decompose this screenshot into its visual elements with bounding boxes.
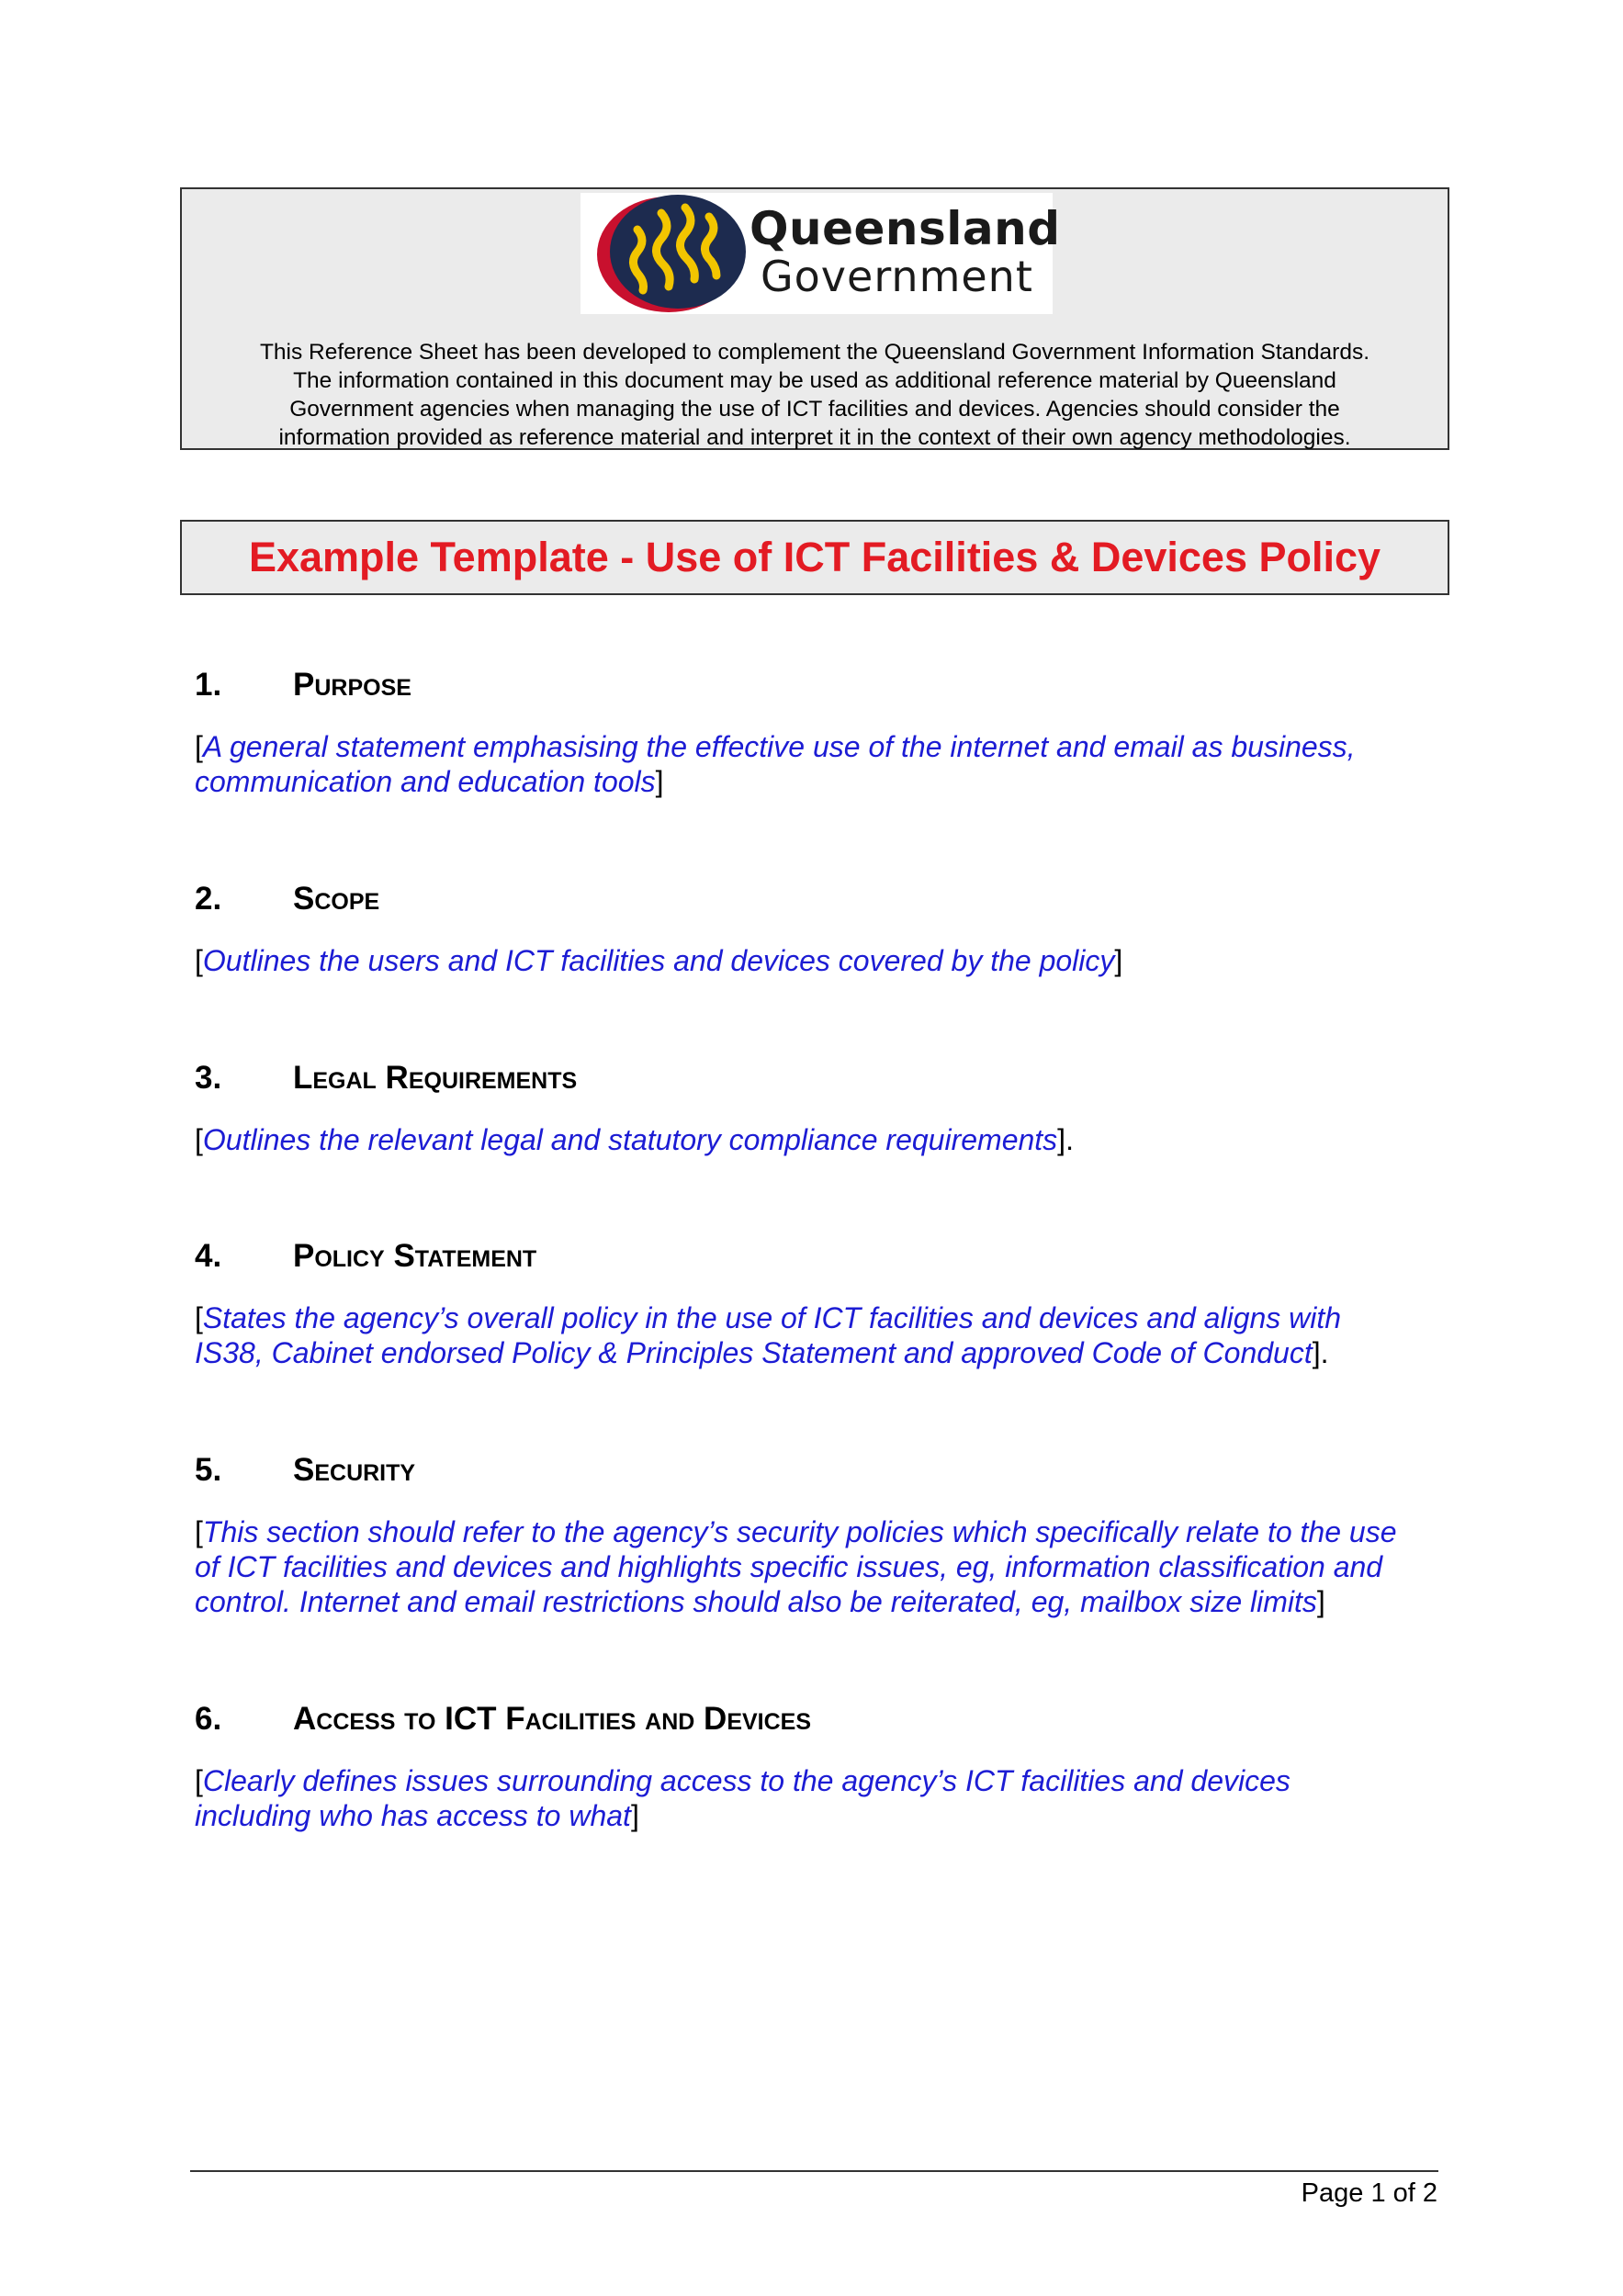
body-line xyxy=(195,1584,1453,1619)
section-heading xyxy=(195,1448,1453,1492)
body-line xyxy=(195,1335,1453,1370)
placeholder-text: of ICT facilities and devices and highlights specific issues, eg, information classification and xyxy=(195,1550,1383,1583)
placeholder-text: including who has access to what xyxy=(195,1799,631,1832)
bracket-open: [ xyxy=(195,1764,203,1797)
placeholder-text: Clearly defines issues surrounding access to the agency’s ICT facilities and devices xyxy=(202,1764,1291,1797)
section-body xyxy=(195,1122,1453,1157)
placeholder-text: States the agency’s overall policy in the use of ICT facilities and devices and aligns with xyxy=(202,1301,1342,1334)
section-access-to-ict-facilities xyxy=(195,1697,1453,1833)
intro-line: Government agencies when managing the use of ICT facilities and devices. Agencies should consider the xyxy=(289,397,1340,422)
placeholder-text: A general statement emphasising the effective use of the internet and email as business, xyxy=(202,730,1356,763)
body-line xyxy=(195,1122,1453,1157)
document-title: Example Template - Use of ICT Facilities & Devices Policy xyxy=(248,534,1381,580)
section-title: Access to ICT Facilities and Devices xyxy=(293,1701,812,1737)
body-line xyxy=(195,764,1453,799)
section-heading xyxy=(195,1234,1453,1278)
section-legal-requirements xyxy=(195,1056,1453,1157)
body-line xyxy=(195,1549,1453,1584)
placeholder-text: Outlines the users and ICT facilities and devices covered by the policy xyxy=(202,944,1115,977)
bracket-open: [ xyxy=(195,944,203,977)
placeholder-text: Outlines the relevant legal and statutory compliance requirements xyxy=(202,1123,1058,1156)
bracket-close: ]. xyxy=(1312,1336,1329,1369)
intro-paragraph xyxy=(191,338,1438,452)
bracket-close: ]. xyxy=(1057,1123,1074,1156)
placeholder-text: control. Internet and email restrictions should also be reiterated, eg, mailbox size limits xyxy=(195,1585,1317,1618)
logo-wordmark-queensland: Queensland xyxy=(750,202,1061,255)
section-body xyxy=(195,1514,1453,1619)
placeholder-text: This section should refer to the agency’s security policies which specifically relate to the use xyxy=(202,1515,1397,1548)
queensland-sun-emblem-icon xyxy=(580,193,746,314)
body-line xyxy=(195,1300,1453,1335)
bracket-open: [ xyxy=(195,730,203,763)
body-line xyxy=(195,1514,1453,1549)
bracket-open: [ xyxy=(195,1301,203,1334)
section-heading xyxy=(195,1697,1453,1741)
section-number: 5. xyxy=(195,1452,222,1488)
page-number: Page 1 of 2 xyxy=(1301,2178,1437,2208)
bracket-open: [ xyxy=(195,1515,203,1548)
queensland-government-logo xyxy=(580,193,1061,314)
body-line xyxy=(195,1798,1453,1833)
section-security xyxy=(195,1448,1453,1619)
section-heading xyxy=(195,877,1453,921)
section-body xyxy=(195,1763,1453,1833)
bracket-close: ] xyxy=(1316,1585,1325,1618)
body-line xyxy=(195,943,1453,978)
section-title: Legal Requirements xyxy=(293,1060,578,1096)
body-line xyxy=(195,1763,1453,1798)
section-number: 6. xyxy=(195,1701,222,1737)
reference-sheet-header xyxy=(180,187,1449,450)
section-title: Policy Statement xyxy=(293,1238,537,1274)
section-policy-statement xyxy=(195,1234,1453,1370)
section-heading xyxy=(195,1056,1453,1100)
bracket-close: ] xyxy=(630,1799,639,1832)
logo-wordmark-government: Government xyxy=(761,252,1033,301)
section-title: Scope xyxy=(293,881,380,917)
intro-line: This Reference Sheet has been developed to complement the Queensland Government Information Standards. xyxy=(259,340,1370,365)
bracket-open: [ xyxy=(195,1123,203,1156)
section-number: 1. xyxy=(195,667,222,703)
section-body xyxy=(195,943,1453,978)
section-heading xyxy=(195,663,1453,707)
section-number: 4. xyxy=(195,1238,222,1274)
section-scope xyxy=(195,877,1453,978)
bracket-close: ] xyxy=(1114,944,1123,977)
footer-divider xyxy=(190,2170,1438,2172)
bracket-close: ] xyxy=(655,765,664,798)
section-purpose xyxy=(195,663,1453,799)
placeholder-text: communication and education tools xyxy=(195,765,656,798)
section-number: 2. xyxy=(195,881,222,917)
body-line xyxy=(195,729,1453,764)
section-title: Security xyxy=(293,1452,416,1488)
document-title-box xyxy=(180,520,1449,595)
section-body xyxy=(195,729,1453,799)
intro-line: The information contained in this document may be used as additional reference material by Queensland xyxy=(293,368,1336,393)
section-body xyxy=(195,1300,1453,1370)
placeholder-text: IS38, Cabinet endorsed Policy & Principles Statement and approved Code of Conduct xyxy=(195,1336,1313,1369)
section-title: Purpose xyxy=(293,667,411,703)
intro-line: information provided as reference material and interpret it in the context of their own agency methodologies. xyxy=(278,425,1351,450)
section-number: 3. xyxy=(195,1060,222,1096)
